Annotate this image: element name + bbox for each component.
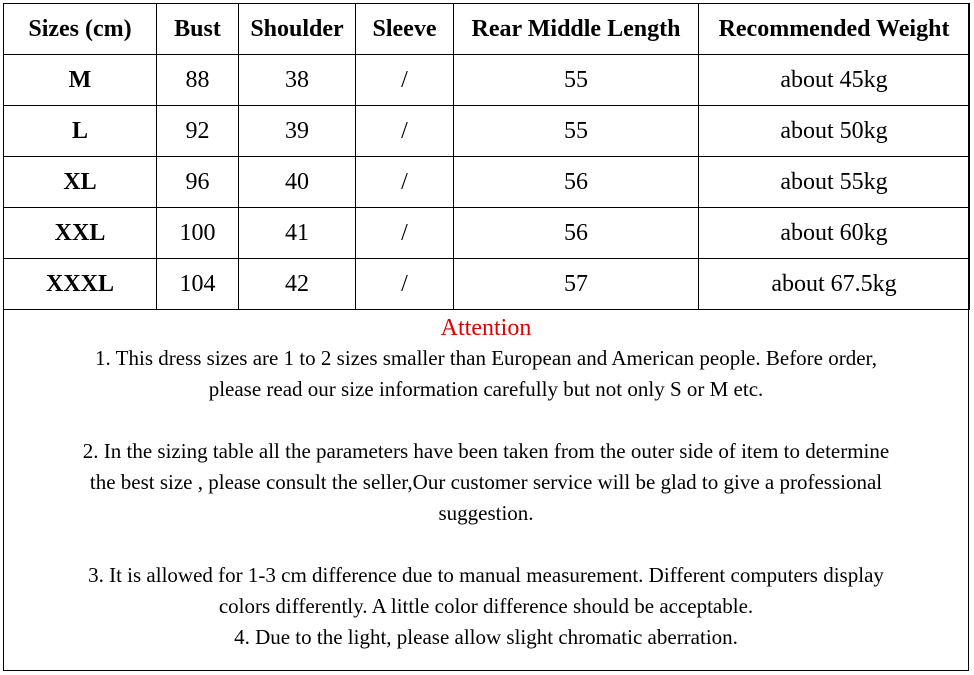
weight-cell: about 55kg: [699, 157, 970, 208]
length-cell: 55: [454, 55, 699, 106]
header-shoulder: Shoulder: [239, 4, 356, 55]
table-row: [4, 259, 970, 310]
shoulder-cell: 38: [239, 55, 356, 106]
header-bust: Bust: [157, 4, 239, 55]
length-cell: 56: [454, 208, 699, 259]
bust-cell: 88: [157, 55, 239, 106]
header-sleeve: Sleeve: [356, 4, 454, 55]
size-cell: XL: [4, 157, 157, 208]
note-1-line-1: 1. This dress sizes are 1 to 2 sizes smaller than European and American people. Before order,: [95, 346, 877, 370]
bust-cell: 104: [157, 259, 239, 310]
note-2-line-1: 2. In the sizing table all the parameters have been taken from the outer side of item to determine: [82, 439, 890, 463]
sleeve-cell: /: [356, 208, 454, 259]
note-1-line-2: please read our size information carefully but not only S or M etc.: [208, 377, 764, 401]
length-cell: 56: [454, 157, 699, 208]
header-rear-middle-length: Rear Middle Length: [454, 4, 699, 55]
note-3-line-2: colors differently. A little color difference should be acceptable.: [218, 594, 754, 618]
bust-cell: 96: [157, 157, 239, 208]
note-3-line-1: 3. It is allowed for 1-3 cm difference due to manual measurement. Different computers display: [88, 563, 884, 587]
table-row: [4, 208, 970, 259]
header-recommended-weight: Recommended Weight: [699, 4, 970, 55]
shoulder-cell: 39: [239, 106, 356, 157]
length-cell: 57: [454, 259, 699, 310]
sleeve-cell: /: [356, 157, 454, 208]
table-row: [4, 106, 970, 157]
weight-cell: about 45kg: [699, 55, 970, 106]
size-cell: XXL: [4, 208, 157, 259]
shoulder-cell: 40: [239, 157, 356, 208]
table-row: [4, 157, 970, 208]
attention-title: Attention: [440, 315, 532, 341]
size-cell: M: [4, 55, 157, 106]
weight-cell: about 60kg: [699, 208, 970, 259]
sleeve-cell: /: [356, 106, 454, 157]
note-4-line-1: 4. Due to the light, please allow slight chromatic aberration.: [234, 625, 738, 649]
header-sizes: Sizes (cm): [4, 4, 157, 55]
size-cell: XXXL: [4, 259, 157, 310]
bust-cell: 92: [157, 106, 239, 157]
note-spacer: [4, 405, 968, 436]
table-row: [4, 55, 970, 106]
length-cell: 55: [454, 106, 699, 157]
note-2-line-2: the best size , please consult the seller,Our customer service will be glad to give a professional: [89, 470, 883, 494]
bust-cell: 100: [157, 208, 239, 259]
shoulder-cell: 41: [239, 208, 356, 259]
weight-cell: about 50kg: [699, 106, 970, 157]
size-cell: L: [4, 106, 157, 157]
sleeve-cell: /: [356, 55, 454, 106]
note-spacer: [4, 529, 968, 560]
note-2-line-3: suggestion.: [438, 501, 534, 525]
weight-cell: about 67.5kg: [699, 259, 970, 310]
shoulder-cell: 42: [239, 259, 356, 310]
sleeve-cell: /: [356, 259, 454, 310]
table-header-row: [4, 4, 970, 55]
attention-notes: [4, 313, 968, 653]
size-table: [3, 3, 970, 310]
